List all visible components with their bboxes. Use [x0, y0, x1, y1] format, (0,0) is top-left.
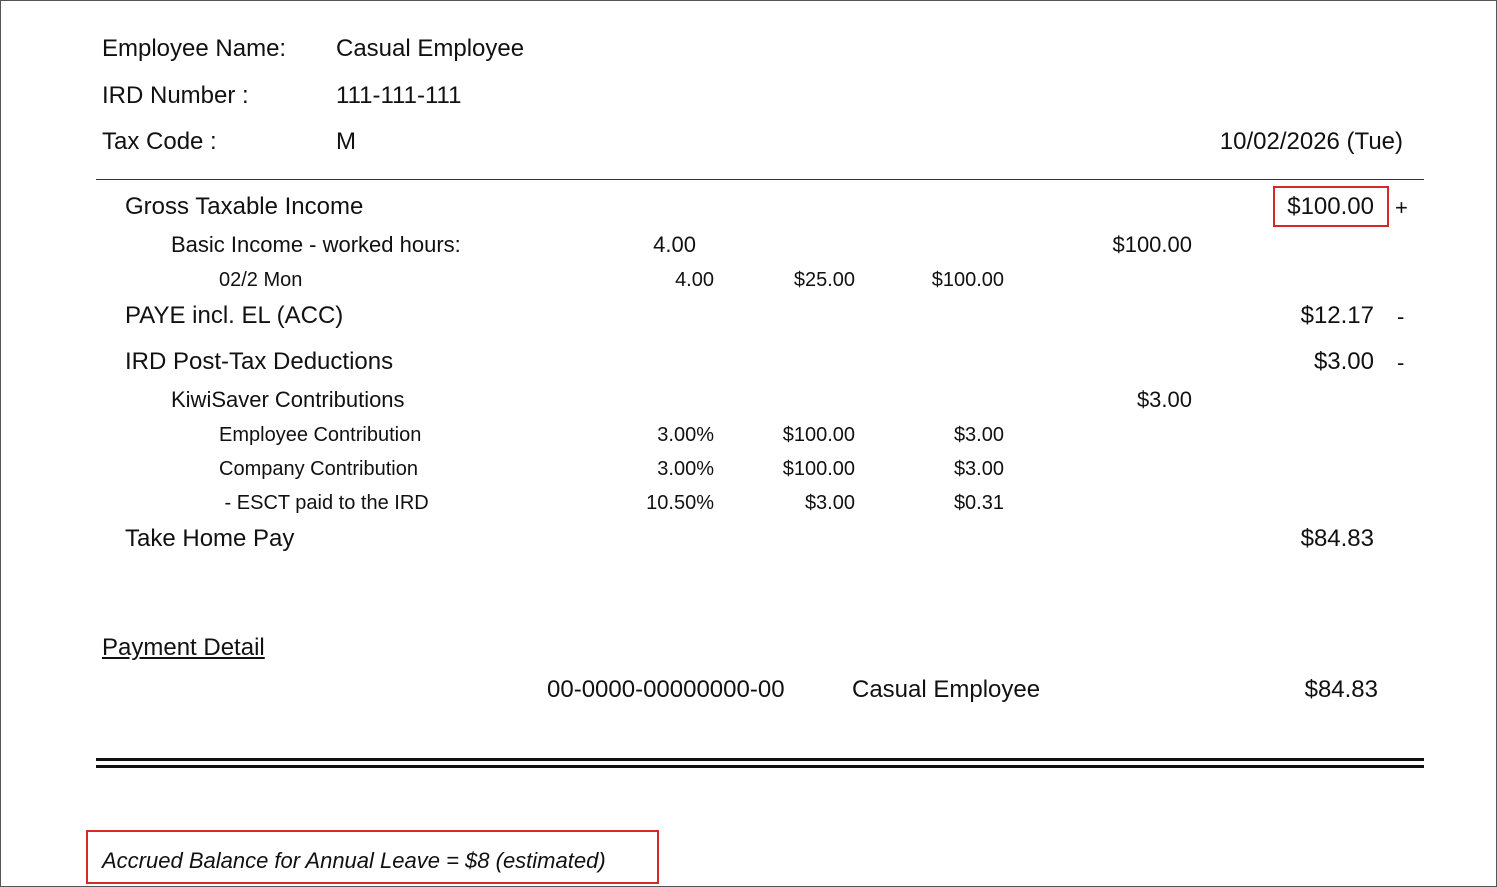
basic-income-amount: $100.00 [1112, 232, 1192, 257]
pay-date: 10/02/2026 (Tue) [1219, 128, 1403, 155]
ird-number-value: 111-111-111 [336, 82, 462, 109]
payment-amount: $84.83 [1304, 676, 1378, 703]
post-tax-sign: - [1397, 350, 1405, 375]
paye-label: PAYE incl. EL (ACC) [125, 302, 344, 329]
esct-rate: 10.50% [646, 492, 714, 514]
employee-contribution-base: $100.00 [782, 424, 855, 446]
worked-day-date: 02/2 Mon [219, 269, 303, 291]
kiwisaver-amount: $3.00 [1136, 387, 1192, 412]
esct-base: $3.00 [804, 492, 855, 514]
take-home-label: Take Home Pay [125, 525, 295, 552]
gross-income-total: $100.00 [1287, 193, 1374, 220]
tax-code-value: M [336, 128, 356, 155]
worked-day-rate: $25.00 [793, 269, 855, 291]
company-contribution-base: $100.00 [782, 458, 855, 480]
ird-number-label: IRD Number : [102, 82, 249, 109]
esct-amount: $0.31 [953, 492, 1004, 514]
header-divider [96, 179, 1424, 180]
employee-contribution-rate: 3.00% [657, 424, 714, 446]
footer-divider-bottom [96, 765, 1424, 768]
payment-detail-title: Payment Detail [102, 634, 265, 661]
company-contribution-rate: 3.00% [657, 458, 714, 480]
post-tax-label: IRD Post-Tax Deductions [125, 348, 394, 375]
take-home-amount: $84.83 [1300, 525, 1374, 552]
basic-income-label: Basic Income - worked hours: [171, 232, 461, 257]
basic-income-hours: 4.00 [653, 232, 696, 257]
gross-income-sign: + [1395, 195, 1408, 220]
kiwisaver-label: KiwiSaver Contributions [171, 387, 405, 412]
company-contribution-amount: $3.00 [953, 458, 1004, 480]
gross-income-label: Gross Taxable Income [125, 193, 364, 220]
employee-name-label: Employee Name: [102, 35, 287, 62]
payment-account-name: Casual Employee [852, 676, 1041, 703]
tax-code-label: Tax Code : [102, 128, 217, 155]
worked-day-amount: $100.00 [931, 269, 1004, 291]
employee-name-value: Casual Employee [336, 35, 525, 62]
paye-sign: - [1397, 304, 1405, 329]
footer-divider-top [96, 758, 1424, 761]
worked-day-hours: 4.00 [675, 269, 714, 291]
employee-contribution-amount: $3.00 [953, 424, 1004, 446]
paye-amount: $12.17 [1300, 302, 1374, 329]
annual-leave-balance: Accrued Balance for Annual Leave = $8 (estimated) [102, 848, 606, 873]
esct-label: - ESCT paid to the IRD [219, 492, 429, 514]
company-contribution-label: Company Contribution [219, 458, 418, 480]
payment-account-number: 00-0000-00000000-00 [547, 676, 785, 703]
post-tax-amount: $3.00 [1313, 348, 1374, 375]
employee-contribution-label: Employee Contribution [219, 424, 422, 446]
